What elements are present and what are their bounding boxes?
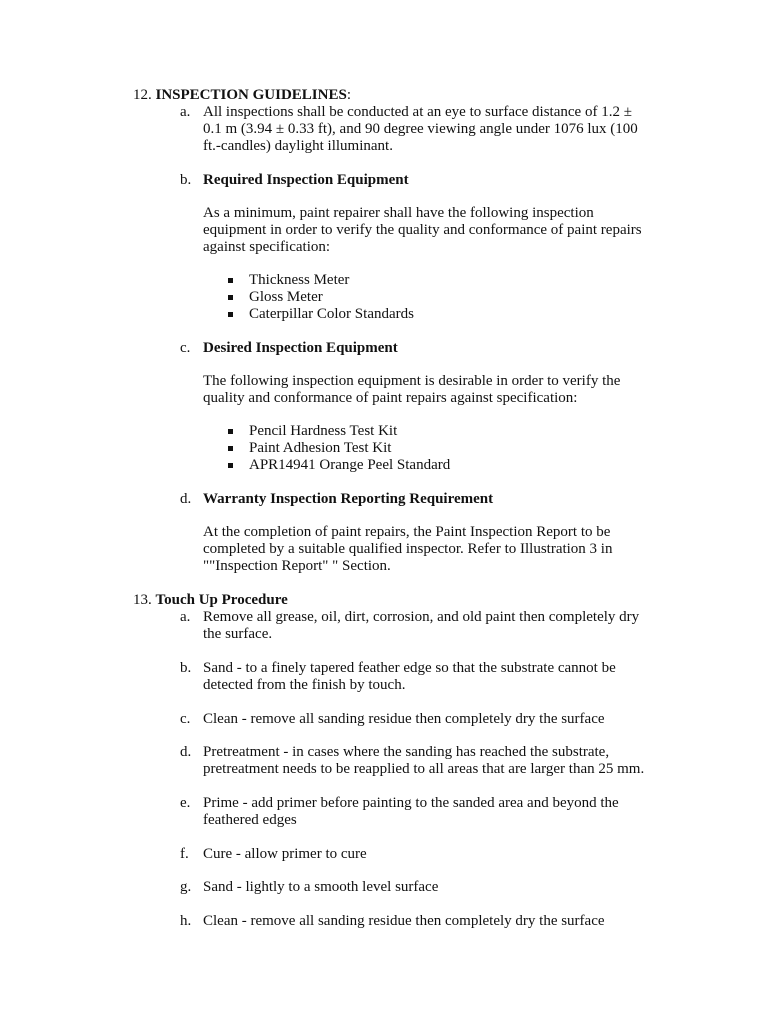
step-13h-line-1: Clean - remove all sanding residue then completely dry the surface [203, 913, 605, 929]
step-13b-line-1: Sand - to a finely tapered feather edge so that the substrate cannot be [203, 660, 616, 676]
item-12c-para-line-1: The following inspection equipment is desirable in order to verify the [203, 373, 621, 389]
item-12c-list-item-3: APR14941 Orange Peel Standard [249, 457, 451, 473]
section-13-number: 13. [133, 592, 152, 608]
step-13e-line-1: Prime - add primer before painting to the sanded area and beyond the [203, 795, 619, 811]
step-13f-marker: f. [180, 846, 189, 862]
section-12-heading [133, 87, 351, 104]
bullet-icon [228, 429, 233, 434]
step-13b-marker: b. [180, 660, 192, 676]
item-12d-marker: d. [180, 491, 192, 507]
item-12b-para-line-1: As a minimum, paint repairer shall have the following inspection [203, 205, 594, 221]
step-13d-marker: d. [180, 744, 192, 760]
item-12b-list-item-2: Gloss Meter [249, 289, 323, 305]
step-13a-marker: a. [180, 609, 191, 625]
bullet-icon [228, 463, 233, 468]
item-12d-para-line-2: completed by a suitable qualified inspector. Refer to Illustration 3 in [203, 541, 613, 557]
item-12d-para-line-3: ""Inspection Report" " Section. [203, 558, 391, 574]
step-13d-line-1: Pretreatment - in cases where the sanding has reached the substrate, [203, 744, 610, 760]
step-13a-line-2: the surface. [203, 626, 273, 642]
section-12-colon: : [346, 87, 351, 103]
item-12b-para-line-2: equipment in order to verify the quality and conformance of paint repairs [203, 222, 642, 238]
step-13c-marker: c. [180, 711, 191, 727]
step-13c-line-1: Clean - remove all sanding residue then completely dry the surface [203, 711, 605, 727]
item-12d-heading-text: Warranty Inspection Reporting Requirement [203, 491, 494, 507]
section-13-title: Touch Up Procedure [155, 592, 288, 608]
item-12a-line-3: ft.-candles) daylight illuminant. [203, 138, 393, 154]
item-12b-marker: b. [180, 172, 192, 188]
item-12a-line-2: 0.1 m (3.94 ± 0.33 ft), and 90 degree viewing angle under 1076 lux (100 [203, 121, 638, 137]
item-12c-para-line-2: quality and conformance of paint repairs against specification: [203, 390, 578, 406]
item-12a-line-1: All inspections shall be conducted at an eye to surface distance of 1.2 ± [203, 104, 632, 120]
item-12b-list-item-3: Caterpillar Color Standards [249, 306, 414, 322]
item-12b-heading-text: Required Inspection Equipment [203, 172, 409, 188]
step-13g-marker: g. [180, 879, 192, 895]
step-13h-marker: h. [180, 913, 192, 929]
item-12b-list-item-1: Thickness Meter [249, 272, 350, 288]
item-12d-para-line-1: At the completion of paint repairs, the Paint Inspection Report to be [203, 524, 611, 540]
bullet-icon [228, 295, 233, 300]
section-12-title: INSPECTION GUIDELINES [155, 87, 347, 103]
item-12c-heading [203, 340, 398, 357]
item-12c-marker: c. [180, 340, 191, 356]
step-13d-line-2: pretreatment needs to be reapplied to all areas that are larger than 25 mm. [203, 761, 645, 777]
item-12c-list-item-1: Pencil Hardness Test Kit [249, 423, 398, 439]
step-13g-line-1: Sand - lightly to a smooth level surface [203, 879, 439, 895]
step-13a-line-1: Remove all grease, oil, dirt, corrosion, and old paint then completely dry [203, 609, 640, 625]
step-13e-marker: e. [180, 795, 191, 811]
step-13e-line-2: feathered edges [203, 812, 297, 828]
section-12-number: 12. [133, 87, 152, 103]
step-13f-line-1: Cure - allow primer to cure [203, 846, 367, 862]
item-12b-para-line-3: against specification: [203, 239, 331, 255]
bullet-icon [228, 446, 233, 451]
bullet-icon [228, 278, 233, 283]
bullet-icon [228, 312, 233, 317]
item-12c-list-item-2: Paint Adhesion Test Kit [249, 440, 392, 456]
section-13-heading [133, 592, 288, 609]
step-13b-line-2: detected from the finish by touch. [203, 677, 406, 693]
item-12c-heading-text: Desired Inspection Equipment [203, 340, 398, 356]
item-12b-heading [203, 172, 409, 189]
item-12d-heading [203, 491, 493, 508]
item-12a-marker: a. [180, 104, 191, 120]
